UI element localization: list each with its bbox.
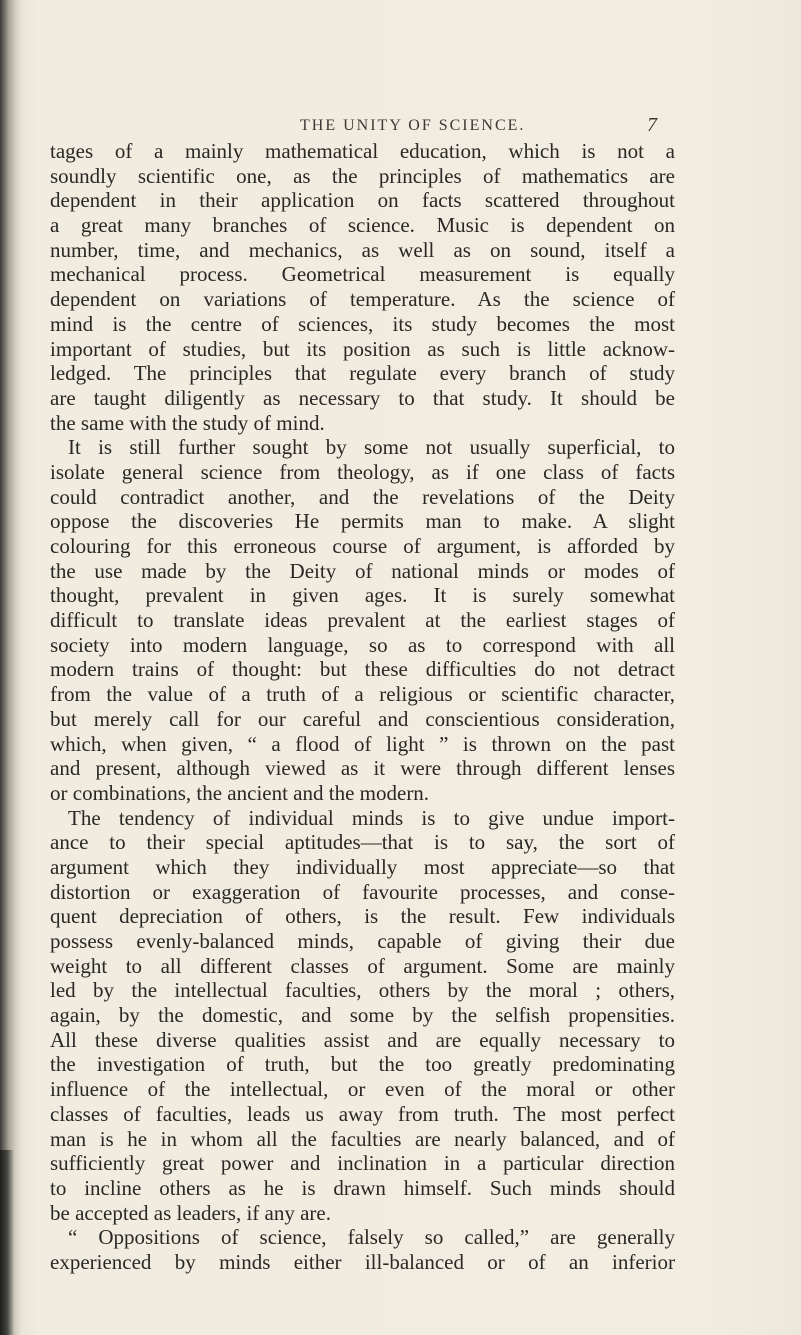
text-line: classes of faculties, leads us away from truth. The most perfect	[50, 1101, 675, 1126]
text-line: soundly scientific one, as the principles of mathematics are	[50, 163, 675, 188]
text-line: modern trains of thought: but these difficulties do not detract	[50, 657, 675, 682]
text-line: colouring for this erroneous course of argument, is afforded by	[50, 534, 675, 558]
text-line: society into modern language, so as to correspond with all	[50, 632, 675, 657]
page-number: 7	[647, 114, 657, 136]
text-line: experienced by minds either ill-balanced or of an inferior	[50, 1249, 675, 1274]
text-line: number, time, and mechanics, as well as on sound, itself a	[50, 237, 675, 262]
text-line: quent depreciation of others, is the result. Few individuals	[50, 904, 675, 929]
book-spine-shadow	[0, 0, 22, 1335]
text-line: argument which they individually most appreciate—so that	[50, 854, 675, 879]
paragraph-end-line: the same with the study of mind.	[50, 410, 325, 435]
body-text	[50, 139, 675, 1275]
text-line: which, when given, “ a flood of light ” is thrown on the past	[50, 731, 675, 756]
text-line: and present, although viewed as it were through different lenses	[50, 756, 675, 781]
text-line: ledged. The principles that regulate every branch of study	[50, 361, 675, 386]
paragraph-end-line: be accepted as leaders, if any are.	[50, 1200, 331, 1225]
text-line: sufficiently great power and inclination in a particular direction	[50, 1151, 675, 1176]
text-line: important of studies, but its position as such is little acknow-	[50, 336, 675, 361]
text-line: All these diverse qualities assist and are equally necessary to	[50, 1027, 675, 1052]
text-line: a great many branches of science. Music is dependent on	[50, 213, 675, 238]
book-binding-edge	[0, 1150, 14, 1335]
text-line: mind is the centre of sciences, its study becomes the most	[50, 311, 675, 336]
text-line: from the value of a truth of a religious or scientific character,	[50, 682, 675, 707]
text-line: are taught diligently as necessary to that study. It should be	[50, 385, 675, 410]
text-line: distortion or exaggeration of favourite processes, and conse-	[50, 879, 675, 904]
paragraph-start-line: It is still further sought by some not usually superficial, to	[68, 435, 675, 460]
text-line: influence of the intellectual, or even of the moral or other	[50, 1077, 675, 1102]
paragraph-start-line: “ Oppositions of science, falsely so called,” are generally	[68, 1225, 675, 1250]
text-line: led by the intellectual faculties, others by the moral ; others,	[50, 978, 675, 1003]
text-line: the investigation of truth, but the too greatly predominating	[50, 1052, 675, 1077]
text-line: mechanical process. Geometrical measurement is equally	[50, 262, 675, 287]
text-line: weight to all different classes of argument. Some are mainly	[50, 953, 675, 978]
text-line: possess evenly-balanced minds, capable of giving their due	[50, 929, 675, 953]
text-line: isolate general science from theology, as if one class of facts	[50, 459, 675, 484]
text-line: dependent on variations of temperature. As the science of	[50, 287, 675, 312]
text-line: tages of a mainly mathematical education, which is not a	[50, 139, 675, 163]
text-line: oppose the discoveries He permits man to make. A slight	[50, 509, 675, 534]
text-line: thought, prevalent in given ages. It is surely somewhat	[50, 583, 675, 608]
text-line: difficult to translate ideas prevalent at the earliest stages of	[50, 608, 675, 633]
text-line: ance to their special aptitudes—that is to say, the sort of	[50, 830, 675, 855]
text-line: man is he in whom all the faculties are nearly balanced, and of	[50, 1126, 675, 1151]
text-line: to incline others as he is drawn himself. Such minds should	[50, 1175, 675, 1200]
paragraph-start-line: The tendency of individual minds is to give undue import-	[68, 805, 675, 830]
text-line: again, by the domestic, and some by the selfish propensities.	[50, 1003, 675, 1028]
text-line: the use made by the Deity of national minds or modes of	[50, 558, 675, 583]
running-head: THE UNITY OF SCIENCE.	[300, 117, 526, 134]
text-line: but merely call for our careful and conscientious consideration,	[50, 706, 675, 731]
text-line: could contradict another, and the revelations of the Deity	[50, 484, 675, 509]
text-line: dependent in their application on facts scattered throughout	[50, 188, 675, 213]
paragraph-end-line: or combinations, the ancient and the modern.	[50, 780, 430, 805]
